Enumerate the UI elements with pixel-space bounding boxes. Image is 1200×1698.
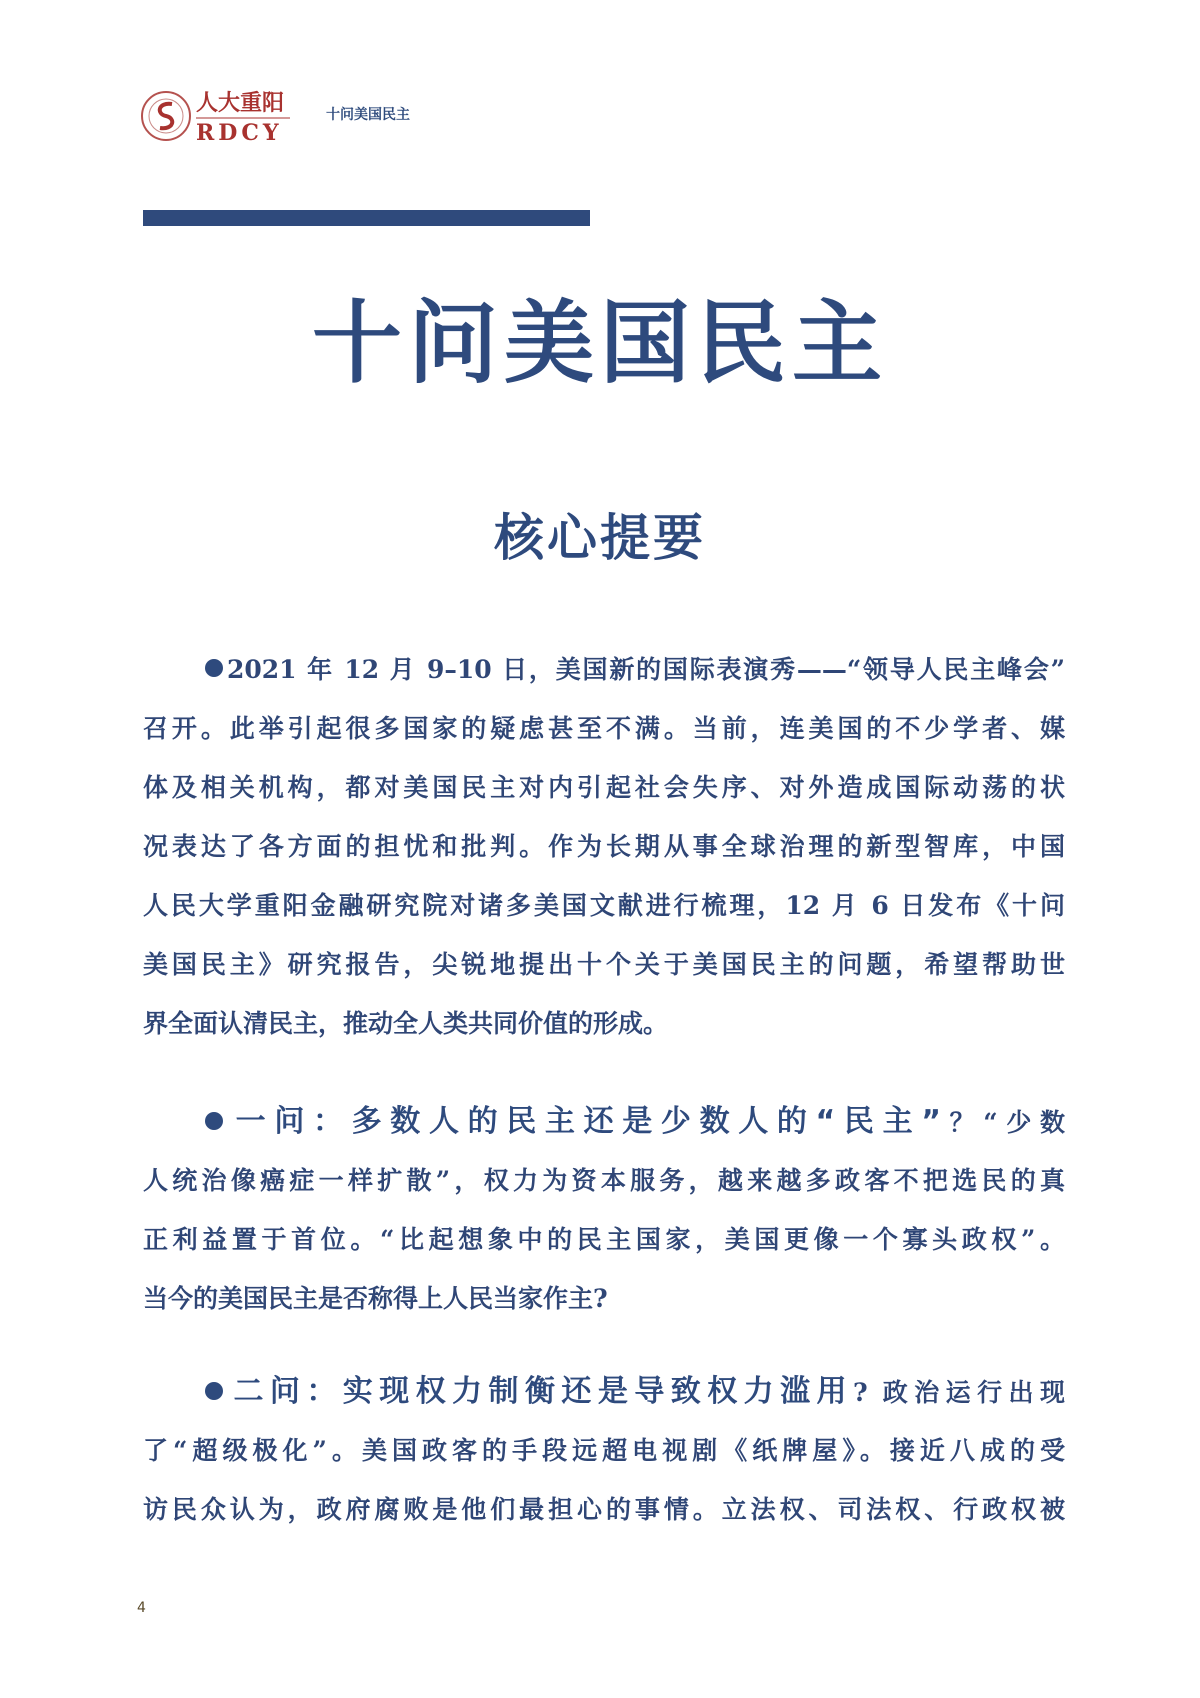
page-title: 十问美国民主: [312, 291, 888, 396]
question-2-paragraph: [143, 1372, 1065, 1549]
running-header-title: 十问美国民主: [326, 107, 410, 123]
page-number: 4: [137, 1600, 146, 1616]
rdcy-logo: [140, 88, 305, 148]
section-title: 核心提要: [494, 509, 706, 567]
line-text: ? 政治运行出现: [852, 1378, 1065, 1407]
text-line: 正利益置于首位。“比起想象中的民主国家，美国更像一个寡头政权”。: [143, 1225, 1065, 1254]
title-accent-bar: [143, 210, 590, 226]
text-line: 了“超级极化”。美国政客的手段远超电视剧《纸牌屋》。接近八成的受: [143, 1436, 1065, 1465]
bullet-icon: [205, 659, 223, 677]
text-line: 况表达了各方面的担忧和批判。作为长期从事全球治理的新型智库，中国: [143, 832, 1065, 861]
svg-text:人大重阳: 人大重阳: [196, 90, 285, 116]
text-line: 当今的美国民主是否称得上人民当家作主?: [143, 1284, 608, 1313]
text-line: 美国民主》研究报告，尖锐地提出十个关于美国民主的问题，希望帮助世: [143, 950, 1065, 979]
text-line: 人统治像癌症一样扩散”，权力为资本服务，越来越多政客不把选民的真: [143, 1166, 1065, 1195]
line-text: 2021 年 12 月 9–10 日，美国新的国际表演秀——“领导人民主峰会”: [227, 655, 1065, 684]
text-line: 访民众认为，政府腐败是他们最担心的事情。立法权、司法权、行政权被: [143, 1495, 1065, 1524]
text-line: 界全面认清民主，推动全人类共同价值的形成。: [143, 1009, 669, 1038]
question-1-paragraph: [143, 1102, 1065, 1338]
text-line: 体及相关机构，都对美国民主对内引起社会失序、对外造成国际动荡的状: [143, 773, 1065, 802]
text-line: 人民大学重阳金融研究院对诸多美国文献进行梳理，12 月 6 日发布《十问: [143, 891, 1065, 920]
bullet-icon: [205, 1112, 223, 1130]
question-heading: 一问：多数人的民主还是少数人的“民主”: [227, 1104, 941, 1139]
text-line: [143, 1372, 1065, 1431]
svg-text:RDCY: RDCY: [196, 120, 283, 146]
text-line: [143, 650, 1065, 709]
question-heading: 二问：实现权力制衡还是导致权力滥用: [227, 1374, 853, 1409]
bullet-icon: [205, 1382, 223, 1400]
intro-paragraph: [143, 650, 1065, 1063]
line-text: ？“少数: [940, 1108, 1065, 1137]
text-line: 召开。此举引起很多国家的疑虑甚至不满。当前，连美国的不少学者、媒: [143, 714, 1065, 743]
text-line: [143, 1102, 1065, 1161]
